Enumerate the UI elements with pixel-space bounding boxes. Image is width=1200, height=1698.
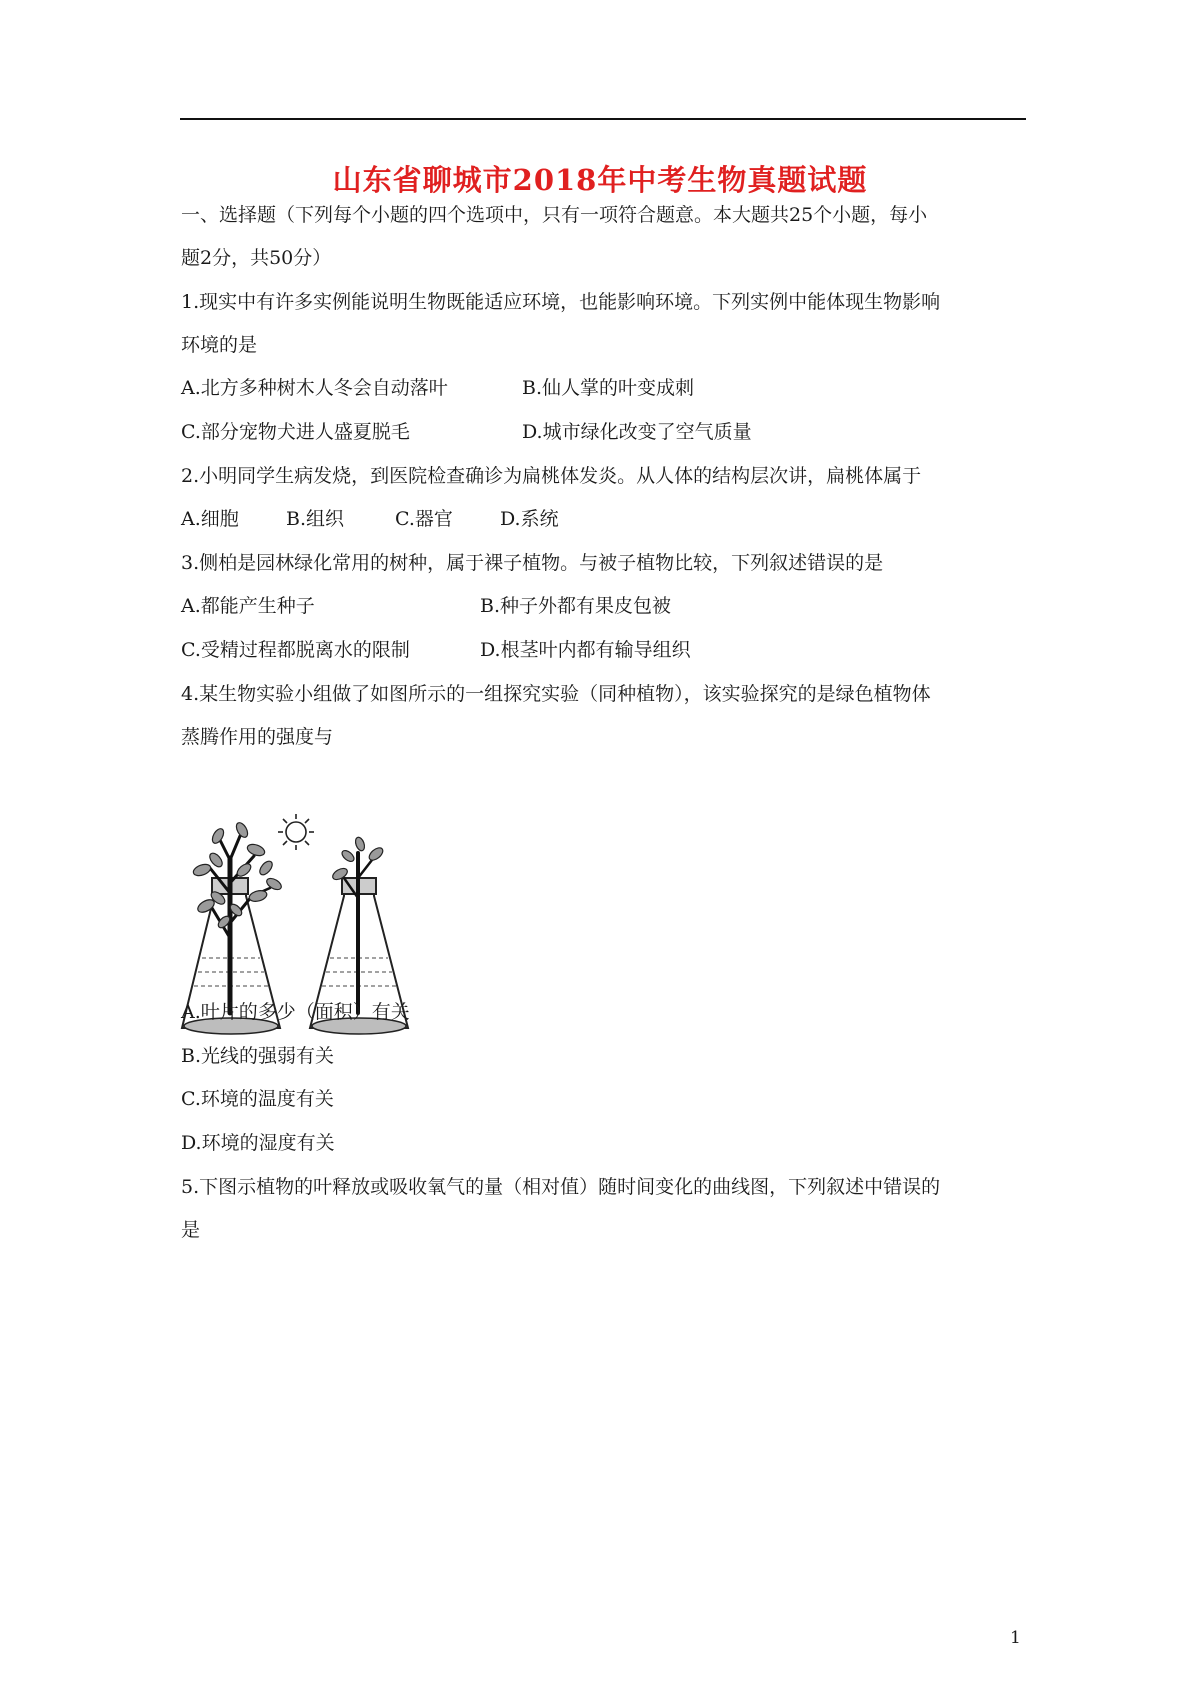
q1-option-d: D.城市绿化改变了空气质量 — [522, 421, 752, 443]
q4-option-b: B.光线的强弱有关 — [181, 1045, 335, 1067]
q5-stem-line-2: 是 — [181, 1219, 201, 1241]
q3-option-b: B.种子外都有果皮包被 — [480, 595, 672, 617]
leaf-icons — [192, 821, 283, 930]
q5-stem-line-1: 5.下图示植物的叶释放或吸收氧气的量（相对值）随时间变化的曲线图，下列叙述中错误的 — [181, 1176, 941, 1198]
q3-option-c: C.受精过程都脱离水的限制 — [181, 639, 410, 661]
q1-option-a: A.北方多种树木人冬会自动落叶 — [181, 377, 448, 399]
q4-stem-line-2: 蒸腾作用的强度与 — [181, 726, 334, 748]
q3-option-a: A.都能产生种子 — [181, 595, 315, 617]
q2-stem: 2.小明同学生病发烧，到医院检查确诊为扁桃体发炎。从人体的结构层次讲，扁桃体属于 — [181, 465, 922, 487]
q1-option-b: B.仙人掌的叶变成刺 — [522, 377, 695, 399]
q4-stem-line-1: 4.某生物实验小组做了如图所示的一组探究实验（同种植物），该实验探究的是绿色植物体 — [181, 683, 931, 705]
section-heading-line-2: 题2分，共50分） — [181, 247, 332, 269]
header-rule — [180, 118, 1026, 120]
page-title: 山东省聊城市2018年中考生物真题试题 — [332, 163, 868, 197]
q2-option-b: B.组织 — [286, 508, 345, 530]
q4-option-d: D.环境的湿度有关 — [181, 1132, 335, 1154]
q2-option-a: A.细胞 — [181, 508, 239, 530]
q3-option-d: D.根茎叶内都有输导组织 — [480, 639, 691, 661]
q4-option-c: C.环境的温度有关 — [181, 1088, 334, 1110]
sun-icon — [278, 814, 314, 850]
transpiration-experiment-figure — [180, 798, 480, 1070]
q1-option-c: C.部分宠物犬进人盛夏脱毛 — [181, 421, 410, 443]
q3-stem: 3.侧柏是园林绿化常用的树种，属于裸子植物。与被子植物比较，下列叙述错误的是 — [181, 552, 884, 574]
q1-stem-line-2: 环境的是 — [181, 334, 258, 356]
q4-option-a: A.叶片的多少（面积）有关 — [181, 1001, 410, 1023]
q1-stem-line-1: 1.现实中有许多实例能说明生物既能适应环境，也能影响环境。下列实例中能体现生物影响 — [181, 291, 941, 313]
section-heading-line-1: 一、选择题（下列每个小题的四个选项中，只有一项符合题意。本大题共25个小题，每小 — [181, 204, 928, 226]
q2-option-c: C.器官 — [395, 508, 453, 530]
page-number: 1 — [1010, 1628, 1021, 1648]
q2-option-d: D.系统 — [500, 508, 559, 530]
